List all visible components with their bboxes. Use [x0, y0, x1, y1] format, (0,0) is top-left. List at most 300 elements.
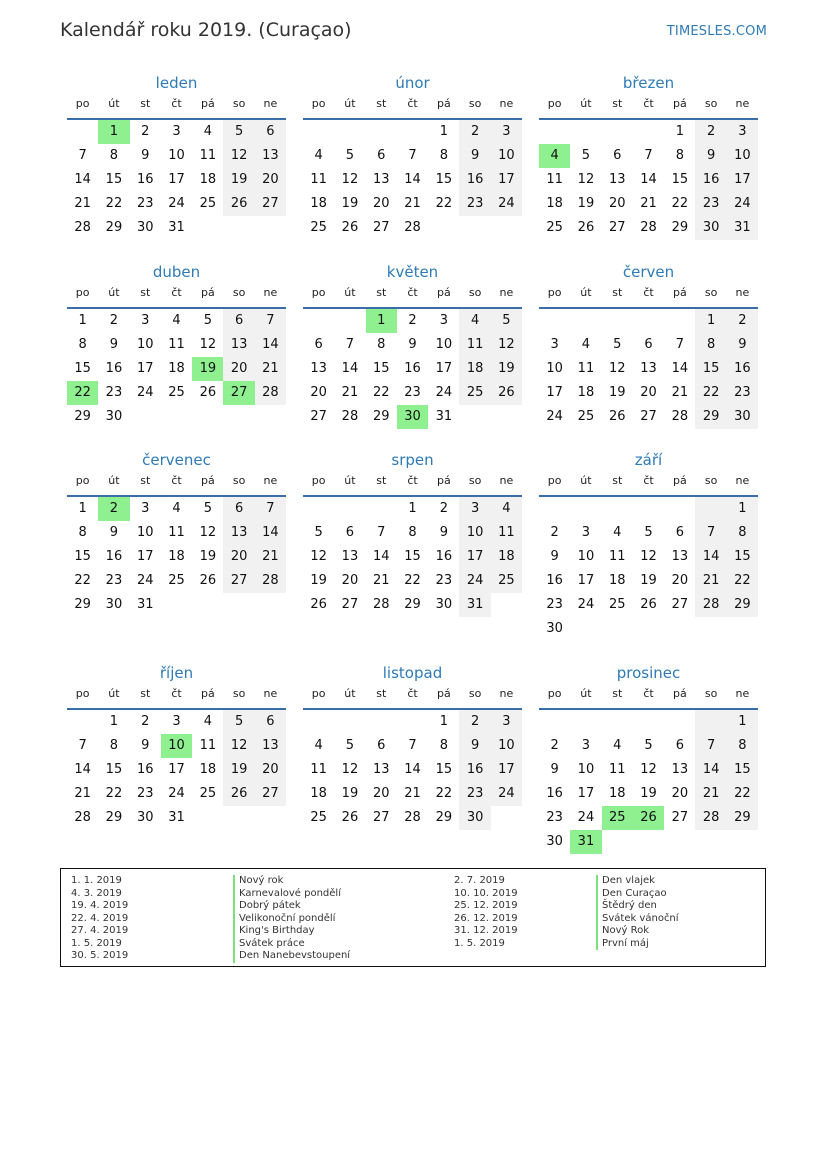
empty-cell	[664, 309, 695, 333]
day-cell: 23	[546, 597, 563, 612]
day-cell: 27	[310, 409, 327, 424]
day-cell: 29	[435, 810, 453, 825]
month-únor	[303, 72, 522, 240]
empty-cell	[366, 120, 397, 144]
weekday-label: pá	[436, 474, 451, 487]
day-cell: 6	[377, 738, 386, 753]
day-cell: 16	[435, 549, 453, 564]
day-cell: 29	[74, 597, 91, 612]
weekday-label: po	[75, 474, 90, 487]
weekday-label: pá	[436, 97, 451, 110]
weekday-label: po	[547, 97, 562, 110]
day-cell: 18	[608, 786, 626, 801]
day-cell: 5	[613, 337, 622, 352]
day-cell: 16	[546, 573, 563, 588]
day-cell: 26	[310, 597, 327, 612]
weekday-label: so	[468, 474, 482, 487]
day-cell: 30	[105, 597, 123, 612]
day-cell: 31	[168, 220, 185, 235]
day-cell: 12	[640, 762, 657, 777]
days-grid	[67, 497, 286, 617]
days-grid	[303, 710, 522, 830]
weekday-label: st	[376, 687, 387, 700]
day-cell: 17	[459, 545, 490, 569]
day-cell: 14	[341, 361, 359, 376]
weekday-label: st	[612, 286, 623, 299]
day-cell: 19	[310, 573, 327, 588]
weekday-label: pá	[436, 687, 451, 700]
day-cell: 31	[136, 597, 154, 612]
weekday-label: po	[547, 687, 562, 700]
day-cell: 22	[372, 385, 390, 400]
brand-logo[interactable]: TIMESLES.COM	[666, 24, 767, 39]
day-cell: 21	[341, 385, 359, 400]
empty-cell	[303, 309, 334, 333]
day-cell: 29	[372, 409, 390, 424]
month-červen	[539, 261, 758, 429]
weekday-label: út	[344, 474, 356, 487]
day-cell: 21	[74, 786, 91, 801]
day-cell: 25	[168, 573, 185, 588]
day-cell: 2	[439, 501, 448, 516]
day-cell: 15	[727, 758, 758, 782]
weekday-label: so	[468, 687, 482, 700]
day-cell: 15	[74, 549, 91, 564]
day-cell: 19	[640, 786, 657, 801]
day-cell: 10	[491, 144, 522, 168]
day-cell: 25	[577, 409, 595, 424]
day-cell: 30	[546, 621, 563, 636]
empty-cell	[633, 497, 664, 521]
day-cell: 17	[491, 168, 522, 192]
day-cell: 11	[310, 762, 327, 777]
day-cell: 6	[644, 337, 653, 352]
day-cell: 27	[608, 220, 626, 235]
empty-cell	[303, 120, 334, 144]
day-cell: 23	[105, 385, 123, 400]
day-cell: 5	[203, 313, 212, 328]
day-cell: 11	[491, 521, 522, 545]
day-cell: 25	[459, 381, 490, 405]
day-cell: 9	[727, 333, 758, 357]
day-cell: 6	[613, 148, 622, 163]
holiday-date: 1. 1. 2019	[71, 875, 122, 886]
day-cell: 20	[223, 357, 254, 381]
day-cell: 24	[727, 192, 758, 216]
day-cell: 9	[695, 144, 726, 168]
day-cell: 10	[136, 525, 154, 540]
weekday-header	[303, 94, 522, 120]
weekday-label: pá	[672, 286, 687, 299]
weekday-label: ne	[499, 286, 514, 299]
day-cell: 25	[608, 597, 626, 612]
holiday-name: Karnevalové pondělí	[233, 888, 350, 901]
weekday-label: po	[75, 97, 90, 110]
day-cell: 15	[727, 545, 758, 569]
days-grid	[303, 497, 522, 617]
empty-cell	[664, 710, 695, 734]
day-cell: 22	[671, 196, 689, 211]
days-grid	[539, 309, 758, 429]
days-grid	[303, 309, 522, 429]
month-name: říjen	[159, 664, 194, 682]
days-grid	[67, 710, 286, 830]
day-cell: 25	[546, 220, 563, 235]
weekday-label: út	[108, 97, 120, 110]
day-cell: 5	[203, 501, 212, 516]
month-březen	[539, 72, 758, 240]
empty-cell	[664, 497, 695, 521]
weekday-label: út	[344, 687, 356, 700]
holiday-day-cell: 1	[366, 309, 397, 333]
day-cell: 25	[168, 385, 185, 400]
day-cell: 16	[404, 361, 421, 376]
day-cell: 8	[78, 525, 87, 540]
day-cell: 4	[581, 337, 591, 352]
day-cell: 19	[640, 573, 657, 588]
day-cell: 23	[435, 573, 453, 588]
day-cell: 27	[640, 409, 657, 424]
holiday-day-cell: 10	[161, 734, 192, 758]
empty-cell	[633, 309, 664, 333]
day-cell: 23	[136, 786, 154, 801]
day-cell: 13	[223, 521, 254, 545]
day-cell: 17	[727, 168, 758, 192]
day-cell: 13	[608, 172, 626, 187]
day-cell: 17	[168, 172, 185, 187]
day-cell: 9	[141, 738, 150, 753]
weekday-label: čt	[643, 474, 654, 487]
day-cell: 13	[671, 549, 689, 564]
day-cell: 9	[408, 337, 417, 352]
holiday-day-cell: 22	[67, 381, 98, 405]
day-cell: 24	[577, 597, 595, 612]
day-cell: 24	[136, 385, 154, 400]
day-cell: 22	[435, 786, 453, 801]
holiday-name: Svátek práce	[233, 938, 350, 951]
day-cell: 5	[345, 738, 355, 753]
day-cell: 2	[408, 313, 417, 328]
day-cell: 3	[581, 738, 591, 753]
weekday-header	[67, 684, 286, 710]
day-cell: 27	[255, 782, 286, 806]
day-cell: 14	[671, 361, 689, 376]
day-cell: 14	[372, 549, 390, 564]
day-cell: 2	[141, 124, 150, 139]
day-cell: 24	[435, 385, 453, 400]
day-cell: 6	[255, 710, 286, 734]
day-cell: 15	[404, 549, 421, 564]
day-cell: 17	[491, 758, 522, 782]
day-cell: 6	[223, 497, 254, 521]
day-cell: 12	[341, 762, 359, 777]
weekday-label: čt	[171, 687, 182, 700]
day-cell: 8	[439, 148, 448, 163]
holiday-dates-col-2	[454, 875, 518, 950]
day-cell: 18	[608, 573, 626, 588]
weekday-label: st	[612, 687, 623, 700]
day-cell: 20	[310, 385, 327, 400]
weekday-label: so	[704, 286, 718, 299]
day-cell: 3	[172, 714, 181, 729]
day-cell: 24	[491, 192, 522, 216]
weekday-label: po	[311, 474, 326, 487]
day-cell: 28	[372, 597, 390, 612]
holiday-name: Den vlajek	[596, 875, 679, 888]
day-cell: 11	[608, 762, 626, 777]
day-cell: 12	[310, 549, 327, 564]
day-cell: 28	[640, 220, 657, 235]
holiday-date: 1. 5. 2019	[71, 937, 122, 949]
day-cell: 21	[404, 196, 421, 211]
day-cell: 24	[136, 573, 154, 588]
month-září	[539, 449, 758, 641]
empty-cell	[602, 309, 633, 333]
weekday-label: so	[704, 474, 718, 487]
empty-cell	[570, 309, 601, 333]
holiday-names-col-1	[233, 875, 350, 963]
weekday-label: so	[232, 286, 246, 299]
holiday-list	[60, 868, 766, 967]
day-cell: 7	[255, 497, 286, 521]
days-grid	[539, 710, 758, 854]
day-cell: 4	[203, 714, 212, 729]
day-cell: 24	[168, 196, 185, 211]
day-cell: 12	[577, 172, 595, 187]
day-cell: 3	[172, 124, 181, 139]
days-grid	[539, 497, 758, 641]
weekday-label: po	[547, 286, 562, 299]
day-cell: 14	[404, 762, 421, 777]
day-cell: 25	[310, 220, 327, 235]
day-cell: 7	[345, 337, 355, 352]
day-cell: 4	[172, 313, 181, 328]
day-cell: 10	[546, 361, 563, 376]
day-cell: 8	[439, 738, 448, 753]
weekday-label: so	[232, 474, 246, 487]
weekday-label: ne	[735, 97, 750, 110]
day-cell: 4	[172, 501, 181, 516]
holiday-date: 1. 5. 2019	[454, 937, 505, 949]
weekday-label: pá	[672, 474, 687, 487]
holiday-name: Dobrý pátek	[233, 900, 350, 913]
day-cell: 4	[203, 124, 212, 139]
day-cell: 22	[727, 569, 758, 593]
day-cell: 14	[640, 172, 657, 187]
day-cell: 7	[255, 309, 286, 333]
day-cell: 23	[546, 810, 563, 825]
day-cell: 11	[577, 361, 595, 376]
day-cell: 18	[577, 385, 595, 400]
month-prosinec	[539, 662, 758, 854]
month-listopad	[303, 662, 522, 830]
month-name: duben	[152, 263, 201, 281]
day-cell: 12	[491, 333, 522, 357]
day-cell: 2	[695, 120, 726, 144]
day-cell: 5	[345, 148, 355, 163]
day-cell: 15	[372, 361, 390, 376]
weekday-label: út	[580, 474, 592, 487]
day-cell: 5	[314, 525, 323, 540]
page-title: Kalendář roku 2019. (Curaçao)	[60, 19, 352, 41]
holiday-day-cell: 25	[602, 806, 633, 830]
day-cell: 26	[577, 220, 595, 235]
day-cell: 9	[550, 549, 559, 564]
days-grid	[539, 120, 758, 240]
day-cell: 13	[671, 762, 689, 777]
day-cell: 2	[459, 120, 490, 144]
day-cell: 19	[341, 196, 359, 211]
day-cell: 31	[435, 409, 453, 424]
day-cell: 10	[435, 337, 453, 352]
weekday-label: po	[311, 286, 326, 299]
day-cell: 21	[671, 385, 689, 400]
holiday-date: 22. 4. 2019	[71, 912, 129, 924]
day-cell: 22	[105, 786, 123, 801]
day-cell: 13	[310, 361, 327, 376]
weekday-label: út	[344, 97, 356, 110]
weekday-label: pá	[672, 97, 687, 110]
day-cell: 28	[671, 409, 689, 424]
month-name: srpen	[391, 451, 434, 469]
day-cell: 13	[372, 172, 390, 187]
day-cell: 27	[671, 810, 689, 825]
day-cell: 4	[314, 148, 323, 163]
day-cell: 21	[255, 545, 286, 569]
empty-cell	[334, 497, 365, 521]
day-cell: 31	[459, 593, 490, 617]
empty-cell	[539, 120, 570, 144]
day-cell: 2	[550, 525, 559, 540]
holiday-day-cell: 26	[633, 806, 664, 830]
day-cell: 7	[675, 337, 684, 352]
day-cell: 26	[491, 381, 522, 405]
day-cell: 5	[491, 309, 522, 333]
day-cell: 11	[168, 337, 185, 352]
holiday-name: Svátek vánoční	[596, 913, 679, 926]
day-cell: 1	[727, 497, 758, 521]
day-cell: 4	[491, 497, 522, 521]
day-cell: 15	[435, 172, 453, 187]
weekday-label: čt	[407, 286, 418, 299]
day-cell: 21	[404, 786, 421, 801]
day-cell: 13	[341, 549, 359, 564]
empty-cell	[695, 710, 726, 734]
day-cell: 26	[223, 192, 254, 216]
day-cell: 18	[459, 357, 490, 381]
day-cell: 4	[613, 738, 622, 753]
month-duben	[67, 261, 286, 429]
weekday-label: čt	[171, 286, 182, 299]
day-cell: 6	[314, 337, 323, 352]
day-cell: 22	[74, 573, 91, 588]
day-cell: 6	[345, 525, 355, 540]
weekday-label: so	[704, 97, 718, 110]
day-cell: 16	[459, 168, 490, 192]
day-cell: 10	[168, 148, 185, 163]
weekday-label: st	[140, 474, 151, 487]
weekday-label: ne	[499, 687, 514, 700]
day-cell: 30	[136, 220, 154, 235]
month-name: prosinec	[616, 664, 681, 682]
holiday-date: 26. 12. 2019	[454, 912, 518, 924]
day-cell: 5	[223, 120, 254, 144]
day-cell: 15	[74, 361, 91, 376]
day-cell: 17	[577, 573, 595, 588]
day-cell: 21	[695, 782, 726, 806]
day-cell: 13	[223, 333, 254, 357]
day-cell: 30	[459, 806, 490, 830]
day-cell: 7	[695, 734, 726, 758]
day-cell: 28	[74, 220, 91, 235]
day-cell: 18	[310, 196, 327, 211]
day-cell: 16	[105, 549, 123, 564]
weekday-label: st	[376, 286, 387, 299]
holiday-date: 19. 4. 2019	[71, 900, 129, 911]
month-leden	[67, 72, 286, 240]
holiday-day-cell: 1	[98, 120, 129, 144]
days-grid	[303, 120, 522, 240]
holiday-name: Den Nanebevstoupení	[233, 950, 350, 963]
empty-cell	[67, 710, 98, 734]
day-cell: 10	[136, 337, 154, 352]
day-cell: 8	[727, 734, 758, 758]
day-cell: 8	[109, 738, 119, 753]
day-cell: 6	[675, 738, 684, 753]
day-cell: 16	[727, 357, 758, 381]
day-cell: 7	[377, 525, 386, 540]
weekday-label: út	[580, 97, 592, 110]
day-cell: 16	[136, 762, 154, 777]
day-cell: 20	[640, 385, 657, 400]
day-cell: 16	[546, 786, 563, 801]
day-cell: 12	[223, 734, 254, 758]
day-cell: 9	[550, 762, 559, 777]
day-cell: 29	[404, 597, 421, 612]
weekday-header	[539, 684, 758, 710]
day-cell: 3	[141, 501, 150, 516]
empty-cell	[303, 497, 334, 521]
day-cell: 4	[314, 738, 323, 753]
day-cell: 3	[459, 497, 490, 521]
weekday-label: čt	[171, 97, 182, 110]
holiday-day-cell: 27	[223, 381, 254, 405]
weekday-header	[67, 471, 286, 497]
weekday-header	[539, 94, 758, 120]
day-cell: 15	[105, 172, 123, 187]
weekday-label: st	[612, 474, 623, 487]
day-cell: 11	[168, 525, 185, 540]
day-cell: 5	[581, 148, 591, 163]
day-cell: 28	[255, 381, 286, 405]
day-cell: 27	[372, 810, 390, 825]
day-cell: 29	[671, 220, 689, 235]
day-cell: 28	[341, 409, 359, 424]
day-cell: 18	[168, 361, 185, 376]
weekday-label: po	[311, 97, 326, 110]
day-cell: 31	[727, 216, 758, 240]
weekday-label: ne	[735, 286, 750, 299]
empty-cell	[366, 497, 397, 521]
day-cell: 5	[644, 738, 653, 753]
day-cell: 22	[105, 196, 123, 211]
day-cell: 31	[168, 810, 185, 825]
weekday-label: ne	[263, 97, 278, 110]
day-cell: 9	[141, 148, 150, 163]
holiday-dates-col-1	[71, 875, 128, 963]
day-cell: 20	[608, 196, 626, 211]
day-cell: 26	[199, 573, 217, 588]
